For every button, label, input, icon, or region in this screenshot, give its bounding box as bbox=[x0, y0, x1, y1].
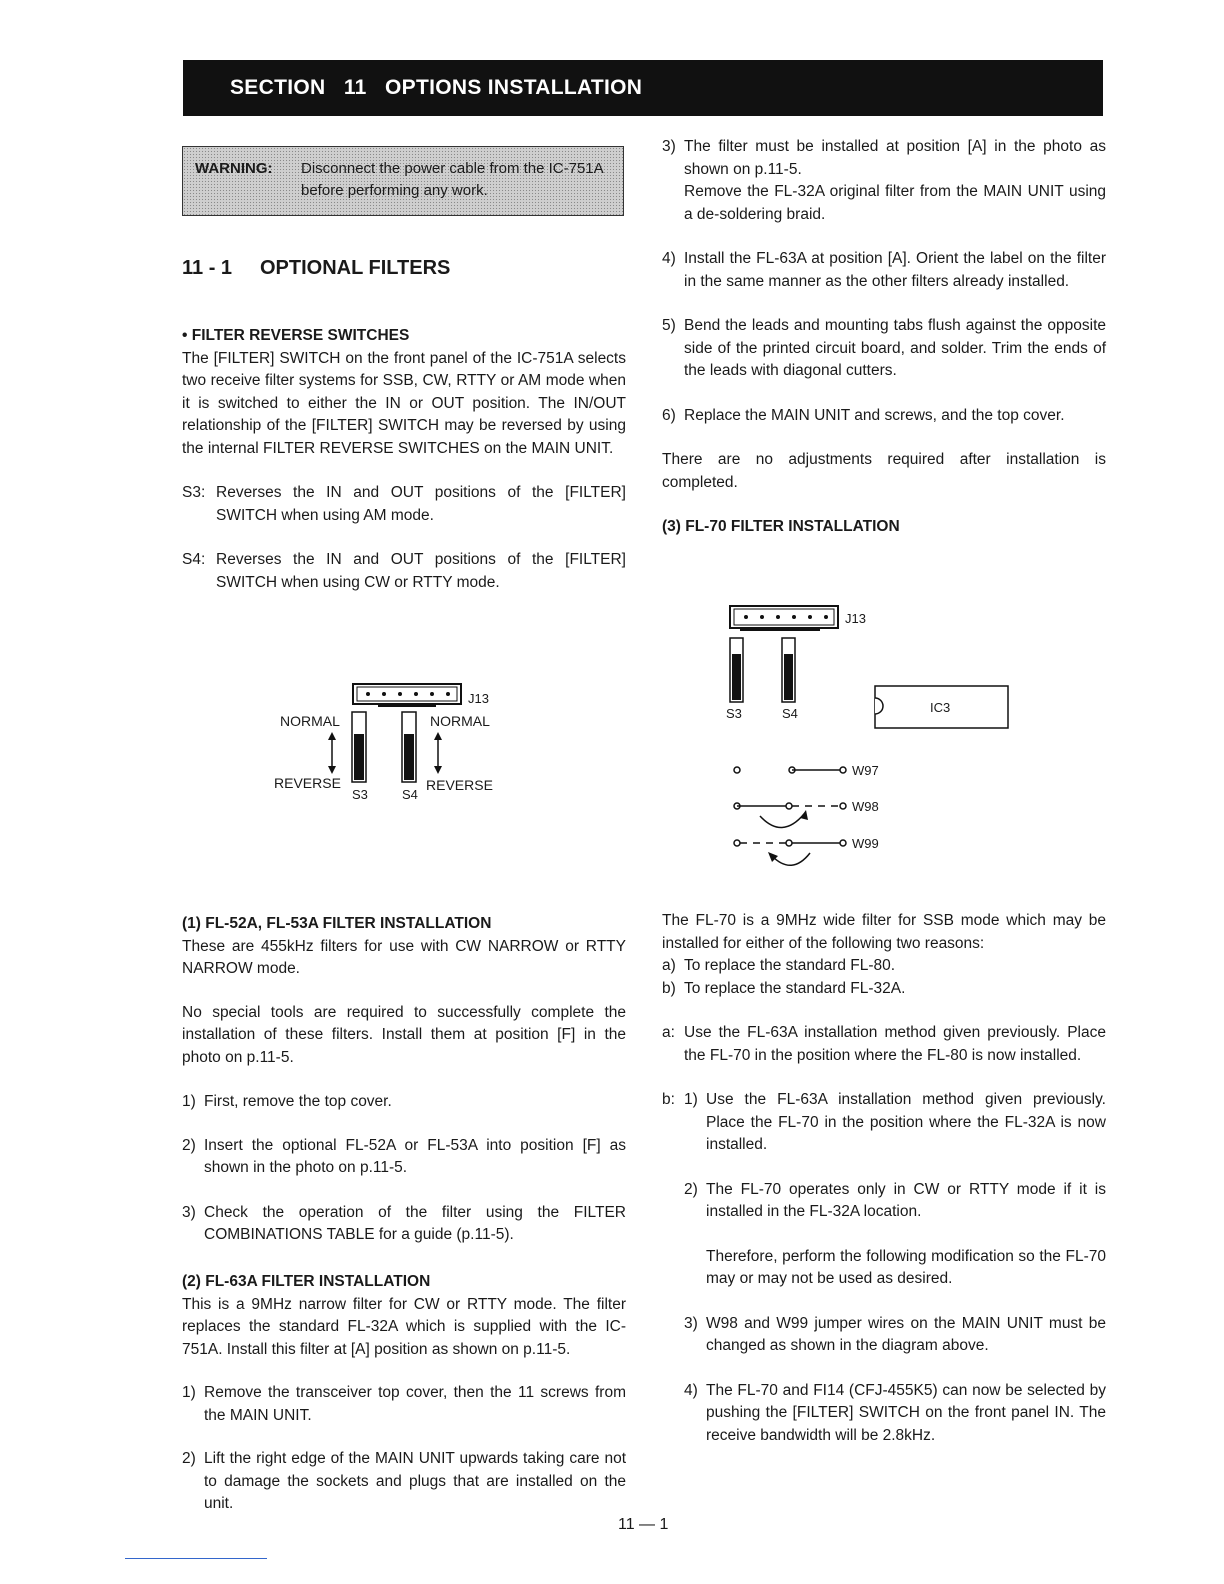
fl52-step-1-text: First, remove the top cover. bbox=[204, 1093, 392, 1110]
fl63-step-6-number: 6) bbox=[662, 406, 676, 424]
j13-connector bbox=[353, 684, 461, 706]
w99-jumper bbox=[734, 840, 846, 865]
fl63-step-5-number: 5) bbox=[662, 317, 676, 334]
no-adjustments-text: There are no adjustments required after installation is completed. bbox=[662, 451, 1106, 491]
fl70-b-step-2-number: 2) bbox=[684, 1180, 698, 1198]
fl63-step-6 bbox=[662, 405, 1106, 428]
fl70-block bbox=[662, 910, 1106, 1447]
s3-description bbox=[182, 482, 626, 527]
warning-box bbox=[182, 146, 624, 216]
s4-label: S4: bbox=[182, 551, 206, 568]
fl63-step-4 bbox=[662, 248, 1106, 293]
fl70-b-step-3-text: W98 and W99 jumper wires on the MAIN UNIT must be changed as shown in the diagram above. bbox=[706, 1314, 1106, 1354]
section-header-title: SECTION 11 OPTIONS INSTALLATION bbox=[230, 76, 643, 99]
reverse-switch-diagram bbox=[260, 676, 520, 806]
fl70-b-step-4-text: The FL-70 and FI14 (CFJ-455K5) can now be selected by pushing the [FILTER] SWITCH on the front panel IN. The receive bandwidth will be 2.8kHz. bbox=[706, 1381, 1106, 1444]
fl70-b-step-3-number: 3) bbox=[684, 1314, 698, 1332]
fl63-step-2 bbox=[182, 1448, 626, 1516]
fl70-option-a-text: Use the FL-63A installation method given previously. Place the FL-70 in the position where the FL-80 is now installed. bbox=[684, 1024, 1106, 1064]
fl70-intro: The FL-70 is a 9MHz wide filter for SSB mode which may be installed for either of the following two reasons: bbox=[662, 912, 1106, 952]
fl63-step-4-number: 4) bbox=[662, 250, 676, 267]
fl63-step-3-text: The filter must be installed at position [A] in the photo as shown on p.11-5. bbox=[684, 138, 1106, 178]
fl52-step-1 bbox=[182, 1091, 626, 1114]
s4-text: Reverses the IN and OUT positions of the [FILTER] SWITCH when using CW or RTTY mode. bbox=[216, 551, 626, 591]
fl52-step-3-number: 3) bbox=[182, 1203, 196, 1221]
warning-label: WARNING: bbox=[195, 160, 273, 177]
reverse-switches-heading: • FILTER REVERSE SWITCHES bbox=[182, 327, 410, 344]
fl63-step-1-text: Remove the transceiver top cover, then the 11 screws from the MAIN UNIT. bbox=[204, 1384, 626, 1424]
fl70-reason-b bbox=[662, 978, 1106, 1001]
fl63-step-2-number: 2) bbox=[182, 1450, 196, 1467]
page-number: 11 — 1 bbox=[618, 1516, 669, 1533]
fl70-reason-b-text: To replace the standard FL-32A. bbox=[684, 979, 906, 997]
s3-text: Reverses the IN and OUT positions of the [FILTER] SWITCH when using AM mode. bbox=[216, 484, 626, 524]
fl63-step-3-number: 3) bbox=[662, 138, 676, 155]
fl70-reason-b-number: b) bbox=[662, 979, 676, 997]
fl52-step-3-text: Check the operation of the filter using the FILTER COMBINATIONS TABLE for a guide (p.11-5). bbox=[204, 1203, 626, 1243]
s3-switch-2 bbox=[730, 638, 743, 702]
fl70-heading: (3) FL-70 FILTER INSTALLATION bbox=[662, 518, 900, 535]
fl52-step-2-number: 2) bbox=[182, 1136, 196, 1154]
fl70-b-step-2-text: The FL-70 operates only in CW or RTTY mode if it is installed in the FL-32A location. bbox=[706, 1180, 1106, 1220]
j13-label-2: J13 bbox=[845, 611, 866, 626]
section-title-text: OPTIONAL FILTERS bbox=[260, 257, 451, 279]
section-number: 11 - 1 bbox=[182, 257, 233, 279]
fl63-heading: (2) FL-63A FILTER INSTALLATION bbox=[182, 1273, 431, 1290]
normal-left-label: NORMAL bbox=[280, 713, 340, 729]
fl63-step-4-text: Install the FL-63A at position [A]. Orient the label on the filter in the same manner as the other filters already installed. bbox=[684, 250, 1106, 290]
fl70-option-b-step-3 bbox=[662, 1313, 1106, 1358]
s4-label-2: S4 bbox=[782, 706, 798, 721]
fl52-block bbox=[182, 913, 626, 1247]
j13-label-1: J13 bbox=[468, 691, 489, 706]
warning-text: Disconnect the power cable from the IC-751A before performing any work. bbox=[301, 160, 603, 199]
reverse-switches-body: The [FILTER] SWITCH on the front panel of the IC-751A selects two receive filter systems for SSB, CW, RTTY or AM mode when it is switched to either the IN or OUT position. The IN/OUT relationship of the [FILTER] SWITCH may be reversed by using the internal FILTER REVERSE SWITCHES on the MAIN UNIT. bbox=[182, 349, 626, 457]
w99-label: W99 bbox=[852, 836, 879, 851]
fl63-step-3-text2: Remove the FL-32A original filter from the MAIN UNIT using a de-soldering braid. bbox=[684, 183, 1106, 223]
fl63-step-1 bbox=[182, 1382, 626, 1427]
fl70-b-step-1-number: 1) bbox=[684, 1091, 698, 1108]
s3-label: S3: bbox=[182, 484, 206, 501]
fl70-option-a-label: a: bbox=[662, 1024, 675, 1041]
fl70-reason-a-number: a) bbox=[662, 957, 676, 974]
fl52-step-1-number: 1) bbox=[182, 1093, 196, 1110]
section-header bbox=[183, 60, 1103, 116]
fl63-step-2-text: Lift the right edge of the MAIN UNIT upwards taking care not to damage the sockets and plugs that are installed on the unit. bbox=[204, 1450, 626, 1512]
s3-label-2: S3 bbox=[726, 706, 742, 721]
s4-label-1: S4 bbox=[402, 787, 418, 802]
fl70-b-step-4-number: 4) bbox=[684, 1381, 698, 1399]
reverse-right-label: REVERSE bbox=[426, 777, 493, 793]
fl70-reason-a bbox=[662, 955, 1106, 978]
w98-jumper bbox=[734, 803, 846, 828]
fl63-step-5-text: Bend the leads and mounting tabs flush against the opposite side of the printed circuit board, and solder. Trim the ends of the leads with diagonal cutters. bbox=[684, 317, 1106, 379]
s4-description bbox=[182, 549, 626, 594]
j13-connector-2 bbox=[730, 606, 838, 630]
reverse-switches-block bbox=[182, 325, 626, 594]
fl52-step-2-text: Insert the optional FL-52A or FL-53A into position [F] as shown in the photo on p.11-5. bbox=[204, 1136, 626, 1176]
fl63-step-5 bbox=[662, 315, 1106, 383]
section-title bbox=[182, 254, 450, 282]
fl63-step-3 bbox=[662, 136, 1106, 226]
fl70-option-b-step-4 bbox=[662, 1380, 1106, 1448]
fl52-intro: These are 455kHz filters for use with CW NARROW or RTTY NARROW mode. bbox=[182, 937, 626, 977]
fl70-jumper-diagram bbox=[720, 598, 1020, 878]
footer-divider bbox=[125, 1558, 267, 1559]
fl52-heading: (1) FL-52A, FL-53A FILTER INSTALLATION bbox=[182, 915, 492, 932]
s4-switch bbox=[402, 712, 416, 782]
w98-label: W98 bbox=[852, 799, 879, 814]
w97-jumper bbox=[734, 767, 846, 773]
ic3-label: IC3 bbox=[930, 700, 951, 715]
fl63-step-6-text: Replace the MAIN UNIT and screws, and the top cover. bbox=[684, 406, 1065, 424]
normal-right-label: NORMAL bbox=[430, 713, 490, 729]
fl70-option-b-step-1 bbox=[662, 1089, 1106, 1157]
fl52-step-2 bbox=[182, 1135, 626, 1180]
s3-switch bbox=[352, 712, 366, 782]
fl63-step-1-number: 1) bbox=[182, 1384, 196, 1401]
s3-label-1: S3 bbox=[352, 787, 368, 802]
left-arrow-icon bbox=[328, 732, 336, 774]
fl63-continued-block bbox=[662, 136, 1106, 539]
fl70-reason-a-text: To replace the standard FL-80. bbox=[684, 957, 896, 974]
fl52-para: No special tools are required to successfully complete the installation of these filters. Install them at position [F] in the photo on p.11-5. bbox=[182, 1003, 626, 1066]
fl70-option-b-step-2 bbox=[662, 1179, 1106, 1224]
right-arrow-icon bbox=[434, 732, 442, 774]
s4-switch-2 bbox=[782, 638, 795, 702]
fl52-step-3 bbox=[182, 1202, 626, 1247]
fl70-therefore: Therefore, perform the following modification so the FL-70 may or may not be used as desired. bbox=[706, 1247, 1106, 1287]
fl70-option-a bbox=[662, 1022, 1106, 1067]
w97-label: W97 bbox=[852, 763, 879, 778]
fl63-block bbox=[182, 1271, 626, 1516]
reverse-left-label: REVERSE bbox=[274, 775, 341, 791]
fl63-intro: This is a 9MHz narrow filter for CW or RTTY mode. The filter replaces the standard FL-32A which is supplied with the IC-751A. Install this filter at [A] position as shown on p.11-5. bbox=[182, 1295, 626, 1358]
fl70-option-b-label: b: bbox=[662, 1091, 675, 1108]
fl70-b-step-1-text: Use the FL-63A installation method given previously. Place the FL-70 in the position where the FL-32A is now installed. bbox=[706, 1091, 1106, 1153]
